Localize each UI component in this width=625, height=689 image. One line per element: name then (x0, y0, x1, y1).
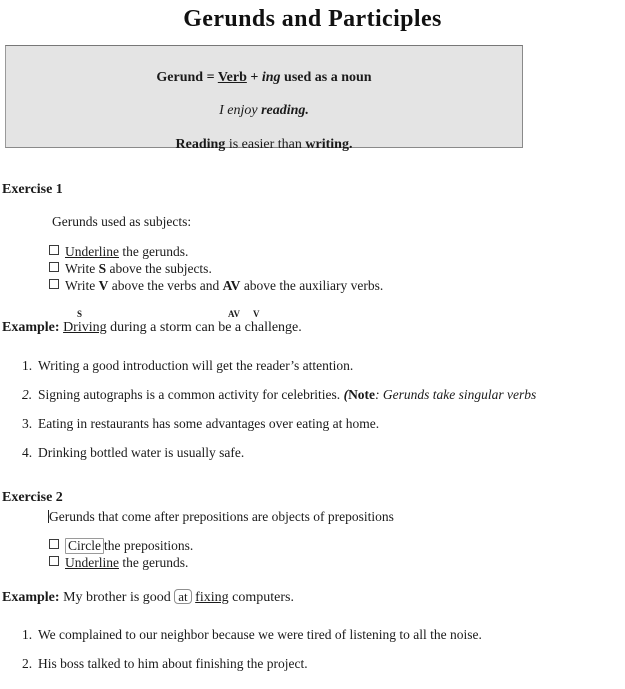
checkbox-icon[interactable] (49, 245, 59, 255)
checklist-item (49, 277, 383, 294)
list-item (0, 656, 620, 672)
list-item-text: Drinking bottled water is usually safe. (38, 445, 245, 460)
checklist-item (49, 243, 383, 260)
definition-example-2-middle: is easier than (225, 137, 306, 152)
exercise-2-sentence-list (0, 627, 620, 685)
note-body: : Gerunds take singular verbs (375, 387, 537, 402)
exercise-2-intro-text: Gerunds that come after prepositions are objects of prepositions (49, 509, 394, 524)
list-item-text: Eating in restaurants has some advantages over eating at home. (38, 416, 380, 431)
example-label: Example: (2, 320, 60, 335)
checklist-text: above the auxiliary verbs. (240, 278, 384, 293)
checklist-marker-letter: S (98, 261, 107, 276)
list-item-number: 3. (22, 416, 33, 431)
checklist-marker-letter-2: AV (222, 278, 241, 293)
definition-example-1-gerund: reading. (261, 103, 309, 118)
list-item-number: 2. (22, 387, 33, 402)
checklist-text: the gerunds. (118, 244, 189, 259)
list-item (0, 416, 620, 432)
list-item-text: His boss talked to him about finishing the project. (38, 656, 308, 671)
checklist-text: above the subjects. (106, 261, 212, 276)
example-gerund: fixing (195, 590, 229, 605)
example-text: computers. (228, 590, 294, 605)
list-item (0, 358, 620, 374)
exercise-1-intro: Gerunds used as subjects: (52, 214, 192, 229)
example-preposition-circled: at (174, 589, 191, 604)
exercise-2-intro (48, 509, 394, 525)
checkbox-icon[interactable] (49, 279, 59, 289)
exercise-2-checklist (49, 537, 193, 571)
checkbox-icon[interactable] (49, 556, 59, 566)
example-text: during a storm can be a challenge. (106, 320, 302, 335)
exercise-1-example (2, 320, 302, 336)
definition-example-2-gerund-1: Reading (175, 137, 226, 152)
definition-formula-plus: + (246, 70, 262, 85)
checklist-action: Underline (65, 244, 119, 259)
checklist-action: Underline (65, 555, 119, 570)
definition-example-sentence-1 (6, 102, 522, 119)
definition-verb-word: Verb (217, 70, 247, 85)
list-item (0, 445, 620, 461)
checkbox-icon[interactable] (49, 539, 59, 549)
definition-formula-line (6, 69, 522, 86)
checkbox-icon[interactable] (49, 262, 59, 272)
checklist-text: the prepositions. (104, 538, 194, 553)
checklist-item (49, 537, 193, 554)
list-item-number: 4. (22, 445, 33, 460)
page-title: Gerunds and Participles (183, 6, 442, 32)
list-item-text: Writing a good introduction will get the reader’s attention. (38, 358, 354, 373)
definition-ing-suffix: ing (261, 70, 281, 85)
example-text-prefix: My brother is good (59, 590, 175, 605)
exercise-1-sentence-list (0, 358, 620, 474)
checklist-action-boxed: Circle (65, 538, 104, 554)
definition-example-sentence-2 (6, 136, 522, 153)
list-item-text: Signing autographs is a common activity for celebrities. (38, 387, 344, 402)
list-item (0, 627, 620, 643)
annotation-auxiliary-verb-marker: AV (228, 309, 241, 319)
definition-formula-prefix: Gerund = (156, 70, 218, 85)
definition-example-2-gerund-2: writing. (305, 137, 353, 152)
exercise-1-heading: Exercise 1 (2, 182, 63, 197)
list-item-number: 1. (22, 627, 33, 642)
checklist-text: Write (65, 261, 99, 276)
definition-box (5, 45, 523, 152)
example-label: Example: (2, 590, 60, 605)
note-open-paren: ( (343, 387, 349, 402)
definition-formula-suffix: used as a noun (280, 70, 372, 85)
definition-example-1-prefix: I enjoy (219, 103, 262, 118)
checklist-item (49, 554, 193, 571)
checklist-text: above the verbs and (108, 278, 223, 293)
list-item-number: 1. (22, 358, 33, 373)
annotation-verb-marker: V (253, 309, 260, 319)
exercise-2-example (2, 589, 294, 606)
list-item (0, 387, 620, 403)
note-label: Note (348, 387, 376, 402)
annotation-subject-marker: S (77, 309, 83, 319)
checklist-text: Write (65, 278, 99, 293)
list-item-text: We complained to our neighbor because we were tired of listening to all the noise. (38, 627, 482, 642)
example-gerund: Driving (63, 320, 107, 335)
checklist-text: the gerunds. (118, 555, 189, 570)
list-item-number: 2. (22, 656, 33, 671)
exercise-2-heading: Exercise 2 (2, 490, 63, 505)
checklist-marker-letter: V (98, 278, 109, 293)
checklist-item (49, 260, 383, 277)
exercise-1-checklist (49, 243, 383, 294)
